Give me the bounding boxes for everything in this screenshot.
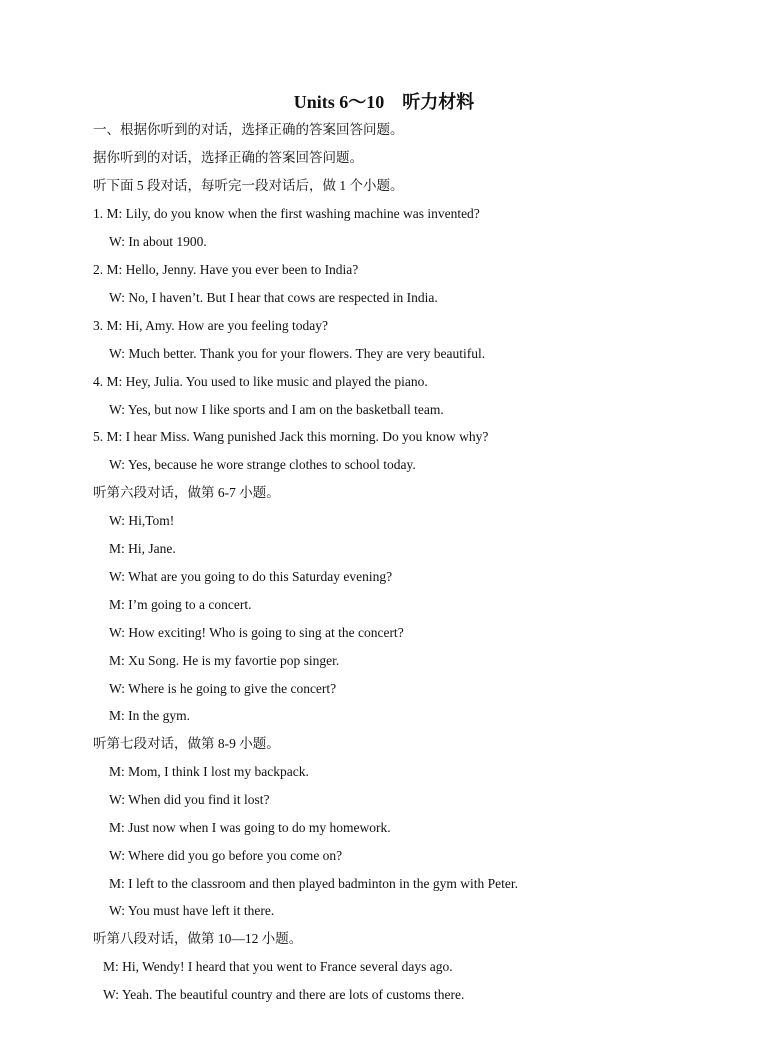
dialogue-line: M: Mom, I think I lost my backpack. xyxy=(109,764,309,779)
dialogue-line: 2. M: Hello, Jenny. Have you ever been to India? xyxy=(93,262,359,277)
dialogue-line: W: You must have left it there. xyxy=(109,903,275,918)
dialogue-line: W: Where did you go before you come on? xyxy=(109,848,343,863)
page-title: Units 6～10 听力材料 xyxy=(293,92,475,112)
dialogue-line: W: When did you find it lost? xyxy=(109,792,270,807)
dialogue-line: M: Hi, Wendy! I heard that you went to France several days ago. xyxy=(103,959,453,974)
dialogue-line: W: In about 1900. xyxy=(109,234,207,249)
dialogue-line: M: Hi, Jane. xyxy=(109,541,176,556)
section-heading: 听第八段对话，做第 10—12 小题。 xyxy=(93,931,303,946)
dialogue-line: W: Hi,Tom! xyxy=(109,513,175,528)
dialogue-line: M: Xu Song. He is my favortie pop singer. xyxy=(109,653,340,668)
dialogue-line: W: Where is he going to give the concert? xyxy=(109,681,337,696)
dialogue-line: W: Yes, because he wore strange clothes to school today. xyxy=(109,457,416,472)
dialogue-line: 5. M: I hear Miss. Wang punished Jack this morning. Do you know why? xyxy=(93,429,489,444)
dialogue-line: W: What are you going to do this Saturday evening? xyxy=(109,569,393,584)
dialogue-line: M: Just now when I was going to do my homework. xyxy=(109,820,391,835)
instruction-line: 据你听到的对话，选择正确的答案回答问题。 xyxy=(93,150,363,165)
dialogue-line: M: I’m going to a concert. xyxy=(109,597,252,612)
dialogue-line: 1. M: Lily, do you know when the first washing machine was invented? xyxy=(93,206,480,221)
dialogue-line: W: Yes, but now I like sports and I am on the basketball team. xyxy=(109,402,444,417)
section-heading: 听第七段对话，做第 8-9 小题。 xyxy=(93,736,280,751)
dialogue-line: W: No, I haven’t. But I hear that cows are respected in India. xyxy=(109,290,438,305)
dialogue-line: M: In the gym. xyxy=(109,708,190,723)
dialogue-line: W: Yeah. The beautiful country and there are lots of customs there. xyxy=(103,987,465,1002)
dialogue-line: 4. M: Hey, Julia. You used to like music and played the piano. xyxy=(93,374,428,389)
dialogue-line: W: Much better. Thank you for your flowers. They are very beautiful. xyxy=(109,346,486,361)
section-heading: 听第六段对话，做第 6-7 小题。 xyxy=(93,485,280,500)
dialogue-line: M: I left to the classroom and then played badminton in the gym with Peter. xyxy=(109,876,519,891)
dialogue-line: W: How exciting! Who is going to sing at the concert? xyxy=(109,625,404,640)
section-heading: 一、根据你听到的对话，选择正确的答案回答问题。 xyxy=(93,122,404,137)
dialogue-line: 3. M: Hi, Amy. How are you feeling today? xyxy=(93,318,328,333)
instruction-line: 听下面 5 段对话，每听完一段对话后，做 1 个小题。 xyxy=(93,178,404,193)
